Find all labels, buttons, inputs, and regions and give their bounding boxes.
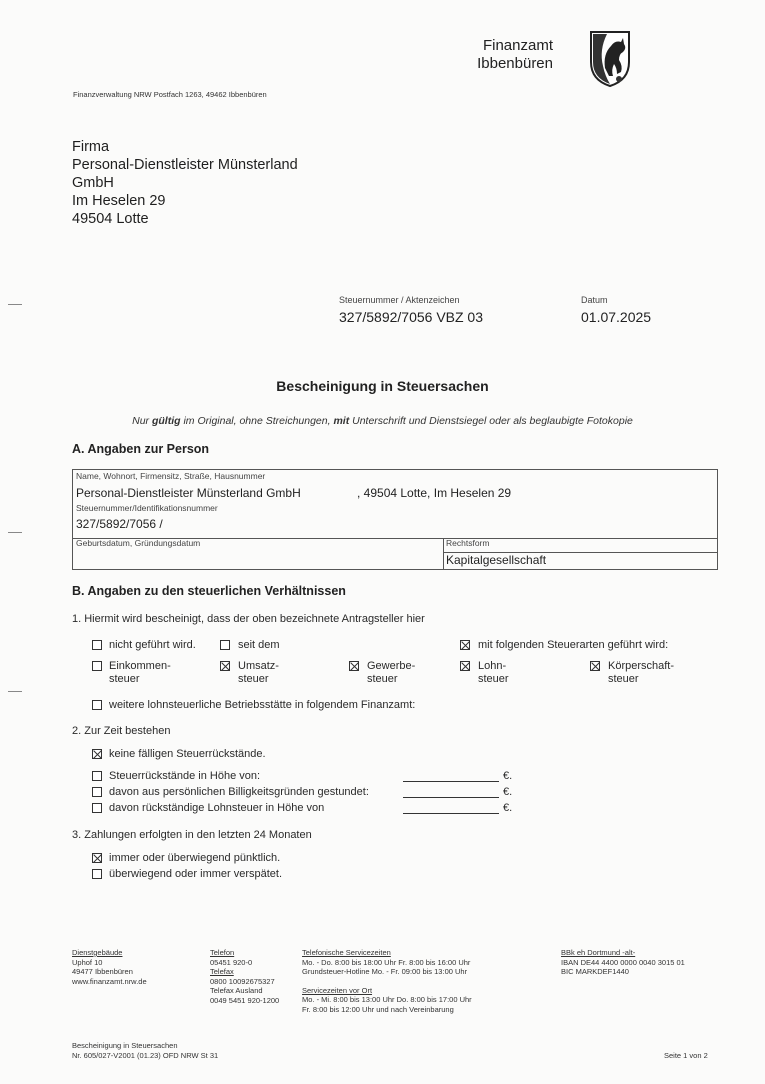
not-listed-label: nicht geführt wird. — [109, 639, 196, 651]
punctual-checkbox[interactable] — [92, 853, 102, 863]
deferred-amount-line — [403, 797, 499, 798]
address-value: , 49504 Lotte, Im Heselen 29 — [357, 486, 512, 500]
validity-note: Nur gültig im Original, ohne Streichungen, mit Unterschrift und Dienstsiegel oder als beglaubigte Fotokopie — [132, 415, 633, 427]
deferred-checkbox[interactable] — [92, 787, 102, 797]
legal-form-label: Rechtsform — [446, 538, 490, 548]
trade-tax-checkbox[interactable] — [349, 661, 359, 671]
listed-label: mit folgenden Steuerarten geführt wird: — [478, 639, 669, 651]
income-tax-label: Einkommen- steuer — [109, 660, 171, 685]
arrears-amount-line — [403, 781, 499, 782]
wage-tax-label: Lohn- steuer — [478, 660, 509, 685]
scan-mark — [8, 532, 22, 533]
wage-arrears-checkbox[interactable] — [92, 803, 102, 813]
other-branch-checkbox[interactable] — [92, 700, 102, 710]
income-tax-checkbox[interactable] — [92, 661, 102, 671]
corporate-tax-label: Körperschaft- steuer — [608, 660, 675, 685]
recipient-address: Firma Personal-Dienstleister Münsterland GmbH Im Heselen 29 49504 Lotte — [72, 139, 298, 227]
person-details-table — [72, 469, 718, 570]
not-listed-checkbox[interactable] — [92, 640, 102, 650]
question-2: 2. Zur Zeit bestehen — [72, 725, 171, 737]
corporate-tax-checkbox[interactable] — [590, 661, 600, 671]
form-number: Bescheinigung in Steuersachen Nr. 605/027-V2001 (01.23) OFD NRW St 31 — [72, 1041, 219, 1060]
footer-building: Dienstgebäude Uphof 10 49477 Ibbenbüren www.finanzamt.nrw.de — [72, 948, 147, 986]
question-1: 1. Hiermit wird bescheinigt, dass der oben bezeichnete Antragsteller hier — [72, 613, 425, 625]
punctual-label: immer oder überwiegend pünktlich. — [109, 852, 281, 864]
name-label: Name, Wohnort, Firmensitz, Straße, Hausnummer — [76, 471, 266, 481]
deferred-label: davon aus persönlichen Billigkeitsgründen gestundet: — [109, 786, 369, 798]
date-value: 01.07.2025 — [581, 309, 652, 325]
footer-phone: Telefon 05451 920-0 Telefax 0800 10092675327 Telefax Ausland 0049 5451 920-1200 — [210, 948, 280, 1005]
arrears-checkbox[interactable] — [92, 771, 102, 781]
nrw-crest-logo — [589, 30, 631, 88]
currency-label: €. — [503, 770, 513, 782]
currency-label: €. — [503, 802, 513, 814]
name-value: Personal-Dienstleister Münsterland GmbH — [76, 486, 301, 500]
section-a-heading: A. Angaben zur Person — [72, 442, 210, 456]
page-number: Seite 1 von 2 — [664, 1051, 708, 1060]
footer-bank: BBk eh Dortmund -alt- IBAN DE44 4400 0000 0040 3015 01 BIC MARKDEF1440 — [561, 948, 685, 976]
late-label: überwiegend oder immer verspätet. — [109, 868, 283, 880]
legal-form-value: Kapitalgesellschaft — [446, 553, 547, 567]
since-checkbox[interactable] — [220, 640, 230, 650]
id-value: 327/5892/7056 / — [76, 517, 163, 531]
birth-date-label: Geburtsdatum, Gründungsdatum — [76, 538, 201, 548]
footer-service-hours: Telefonische Servicezeiten Mo. - Do. 8:00 bis 18:00 Uhr Fr. 8:00 bis 16:00 Uhr Grundsteuer-Hotline Mo. - Fr. 09:00 bis 13:00 Uhr Servicezeiten vor Ort Mo. - Mi. 8:00 bis 13:00 Uhr Do. 8:00 bis 17:00 Uhr Fr. 8:00 bis 12:00 Uhr und nach Vereinbarung — [302, 948, 472, 1014]
wage-arrears-label: davon rückständige Lohnsteuer in Höhe von — [109, 802, 325, 814]
wage-tax-checkbox[interactable] — [460, 661, 470, 671]
column-divider — [443, 538, 444, 569]
late-checkbox[interactable] — [92, 869, 102, 879]
no-arrears-checkbox[interactable] — [92, 749, 102, 759]
sender-line: Finanzverwaltung NRW Postfach 1263, 49462 Ibbenbüren — [73, 90, 267, 99]
since-label: seit dem — [238, 639, 280, 651]
section-b-heading: B. Angaben zu den steuerlichen Verhältnissen — [72, 584, 346, 598]
question-3: 3. Zahlungen erfolgten in den letzten 24 Monaten — [72, 829, 312, 841]
other-branch-label: weitere lohnsteuerliche Betriebsstätte in folgendem Finanzamt: — [109, 699, 416, 711]
tax-number-value: 327/5892/7056 VBZ 03 — [339, 309, 484, 325]
date-label: Datum — [581, 295, 608, 305]
id-label: Steuernummer/Identifikationsnummer — [76, 503, 218, 513]
currency-label: €. — [503, 786, 513, 798]
arrears-label: Steuerrückstände in Höhe von: — [109, 770, 261, 782]
scan-mark — [8, 691, 22, 692]
vat-label: Umsatz- steuer — [238, 660, 279, 685]
vat-checkbox[interactable] — [220, 661, 230, 671]
trade-tax-label: Gewerbe- steuer — [367, 660, 416, 685]
tax-office-name: Finanzamt Ibbenbüren — [477, 37, 553, 72]
scan-mark — [8, 304, 22, 305]
no-arrears-label: keine fälligen Steuerrückstände. — [109, 748, 266, 760]
document-title: Bescheinigung in Steuersachen — [276, 378, 489, 394]
listed-checkbox[interactable] — [460, 640, 470, 650]
wage-arrears-amount-line — [403, 813, 499, 814]
tax-number-label: Steuernummer / Aktenzeichen — [339, 295, 460, 305]
